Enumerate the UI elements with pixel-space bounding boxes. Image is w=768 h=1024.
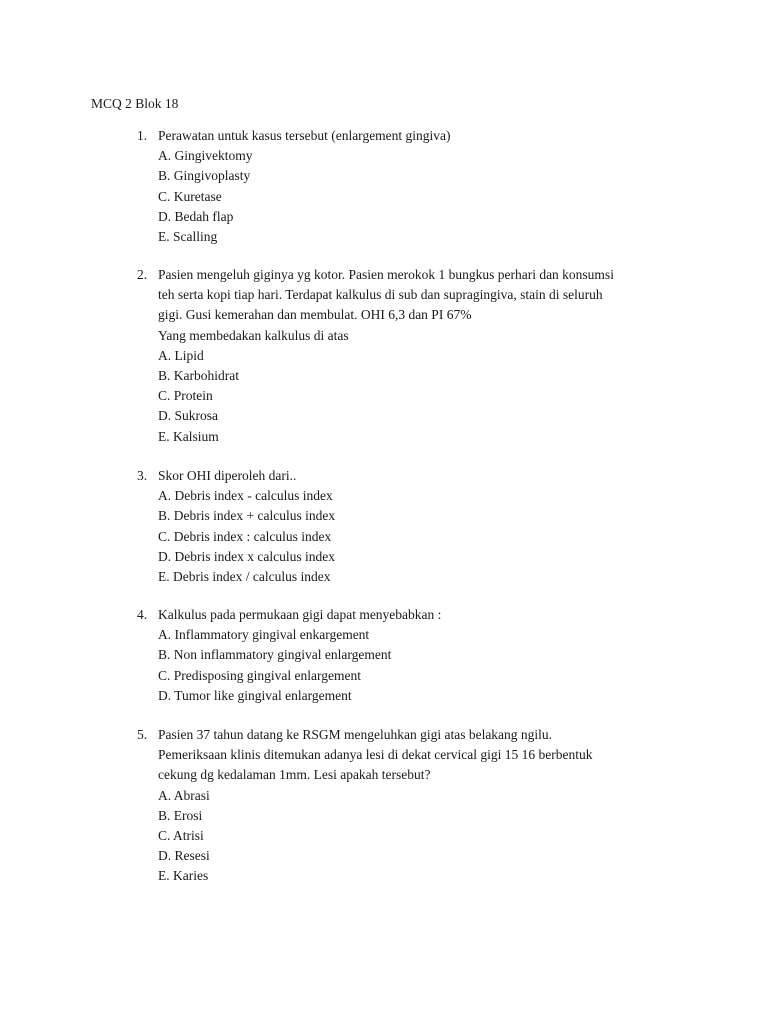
answer-option-a: A. Inflammatory gingival enkargement	[158, 627, 370, 643]
answer-option-a: A. Abrasi	[158, 787, 210, 803]
question-stem-line: Pemeriksaan klinis ditemukan adanya lesi di dekat cervical gigi 15 16 berbentuk	[158, 747, 593, 763]
answer-option-e: E. Karies	[158, 868, 209, 884]
question-number: 1.	[137, 128, 148, 143]
answer-option-a: A. Gingivektomy	[158, 148, 253, 164]
question-body	[158, 126, 678, 247]
answer-option-e: E. Debris index / calculus index	[158, 569, 331, 585]
question-number: 4.	[137, 607, 148, 622]
answer-option-d: D. Sukrosa	[158, 408, 218, 424]
question-number: 3.	[137, 468, 148, 483]
answer-option-d: D. Debris index x calculus index	[158, 548, 335, 564]
answer-option-c: C. Predisposing gingival enlargement	[158, 667, 361, 683]
answer-option-c: C. Kuretase	[158, 188, 222, 204]
question-body	[158, 466, 678, 587]
question-body	[158, 265, 678, 447]
answer-option-d: D. Bedah flap	[158, 208, 234, 224]
answer-option-c: C. Debris index : calculus index	[158, 528, 332, 544]
question-stem-line: teh serta kopi tiap hari. Terdapat kalkulus di sub dan supragingiva, stain di seluruh	[158, 287, 603, 303]
answer-option-e: E. Kalsium	[158, 428, 219, 444]
answer-option-c: C. Protein	[158, 388, 213, 404]
question-stem-line: Kalkulus pada permukaan gigi dapat menyebabkan :	[158, 607, 442, 622]
question-stem-line: Pasien mengeluh giginya yg kotor. Pasien merokok 1 bungkus perhari dan konsumsi	[158, 267, 614, 282]
answer-option-b: B. Non inflammatory gingival enlargement	[158, 647, 392, 663]
question-stem-line: cekung dg kedalaman 1mm. Lesi apakah tersebut?	[158, 767, 431, 783]
answer-option-b: B. Gingivoplasty	[158, 168, 251, 184]
document-title: MCQ 2 Blok 18	[91, 96, 179, 111]
question-number: 2.	[137, 267, 148, 282]
answer-option-d: D. Tumor like gingival enlargement	[158, 687, 352, 703]
answer-option-e: E. Scalling	[158, 229, 218, 245]
question-number: 5.	[137, 727, 148, 742]
answer-option-c: C. Atrisi	[158, 828, 204, 844]
answer-option-a: A. Debris index - calculus index	[158, 488, 333, 504]
answer-option-a: A. Lipid	[158, 347, 204, 363]
question-stem-line: gigi. Gusi kemerahan dan membulat. OHI 6,3 dan PI 67%	[158, 307, 472, 323]
question-stem-line: Perawatan untuk kasus tersebut (enlargement gingiva)	[158, 128, 451, 143]
answer-option-b: B. Karbohidrat	[158, 368, 239, 384]
question-body	[158, 605, 678, 706]
question-stem-line: Pasien 37 tahun datang ke RSGM mengeluhkan gigi atas belakang ngilu.	[158, 727, 553, 742]
answer-option-d: D. Resesi	[158, 848, 210, 864]
answer-option-b: B. Erosi	[158, 807, 203, 823]
question-body	[158, 725, 678, 887]
answer-option-b: B. Debris index + calculus index	[158, 508, 336, 524]
question-stem-line: Yang membedakan kalkulus di atas	[158, 327, 349, 343]
question-stem-line: Skor OHI diperoleh dari..	[158, 468, 297, 483]
